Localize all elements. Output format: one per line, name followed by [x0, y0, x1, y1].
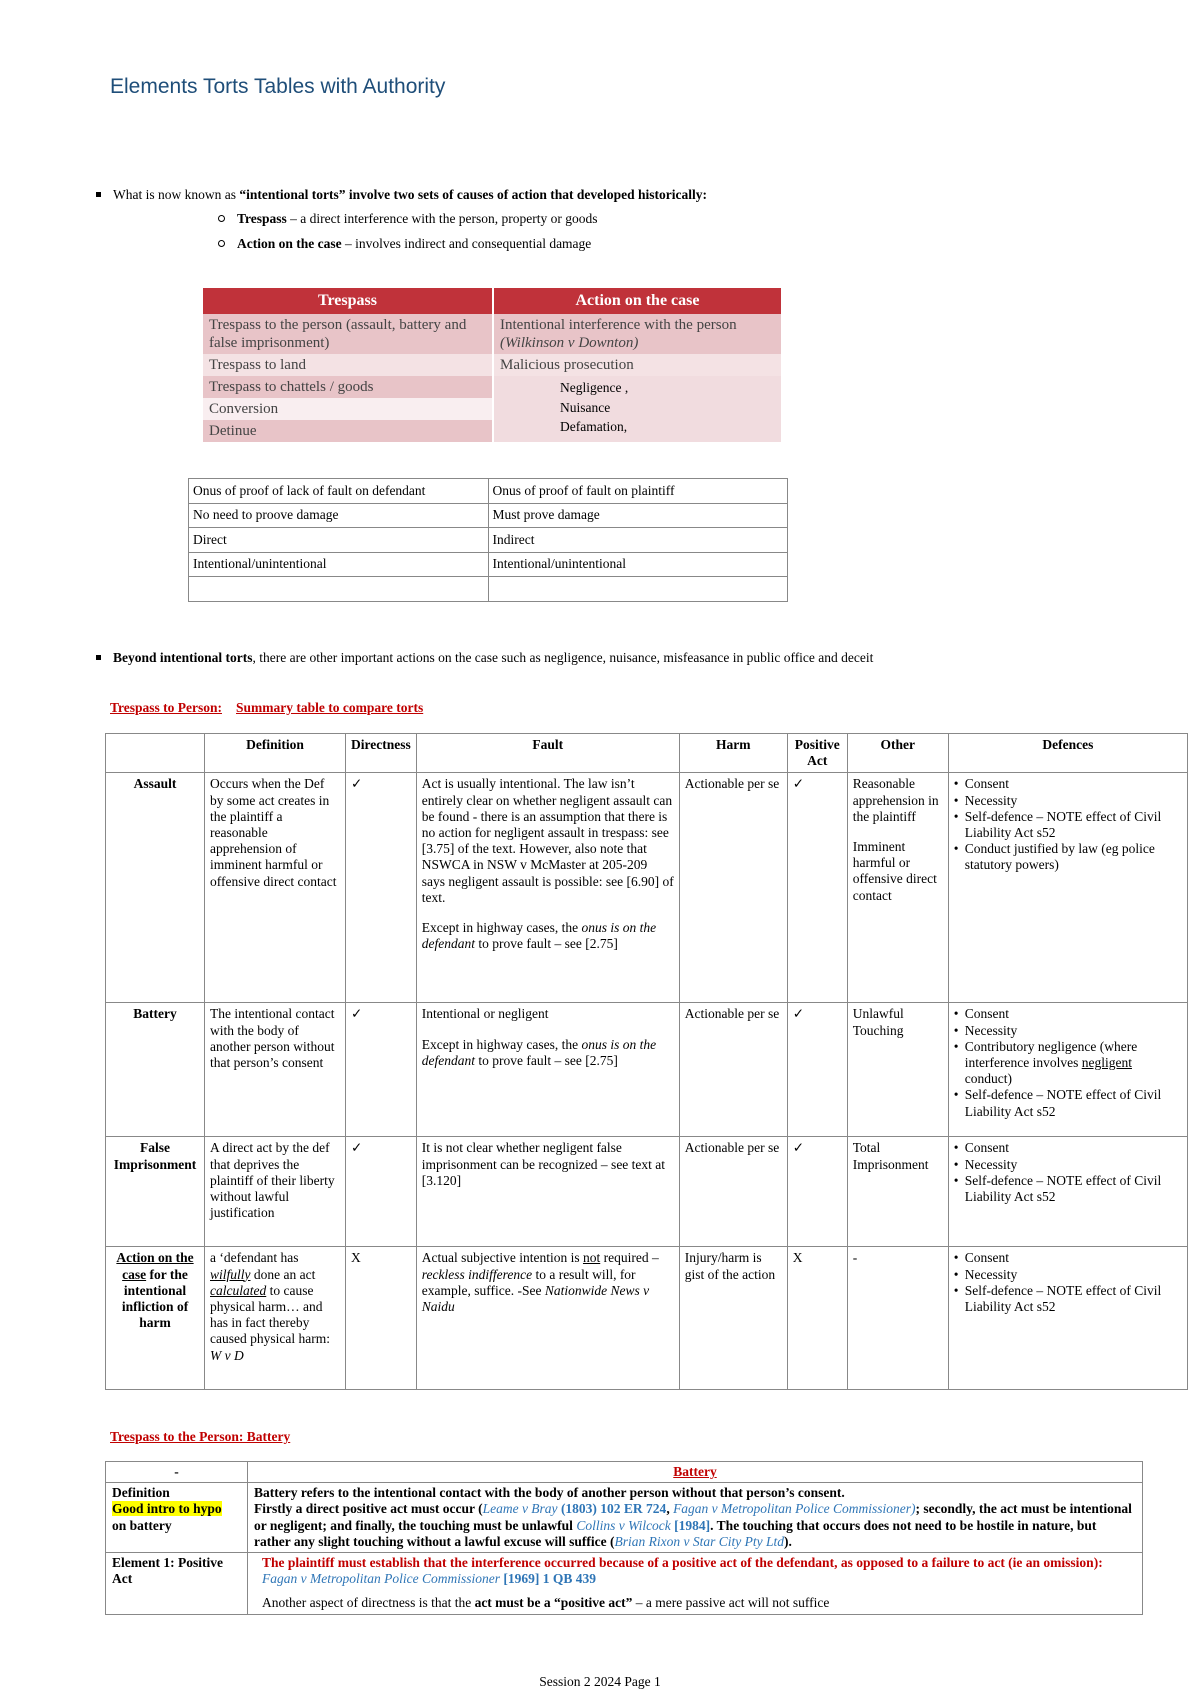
defences-list: • Consent • Necessity • Self-defence – NOTE effect of Civil Liability Act s52 [954, 1140, 1182, 1205]
page-footer: Session 2 2024 Page 1 [539, 1674, 661, 1689]
table-row: Trespass to land Malicious prosecution [203, 354, 782, 376]
intro-sub-trespass: Trespass – a direct interference with the person, property or goods [218, 211, 598, 227]
table-row: Trespass to the person (assault, battery and false imprisonment) Intentional interference with the person (Wilkinson v Downton) [203, 314, 782, 354]
table-row: Detinue [203, 420, 782, 442]
beyond-bullet: Beyond intentional torts, there are other important actions on the case such as negligence, nuisance, misfeasance in public office and deceit [96, 650, 873, 666]
table-row: Direct Indirect [189, 528, 788, 553]
intro-bullet: What is now known as “intentional torts” involve two sets of causes of action that developed historically: [96, 187, 707, 203]
table-row [189, 577, 788, 602]
square-bullet-icon [96, 192, 101, 197]
table-row: Trespass to chattels / goods Negligence , Nuisance Defamation, [203, 376, 782, 398]
table-header-row: - Battery [106, 1462, 1143, 1483]
square-bullet-icon [96, 655, 101, 660]
defences-list: • Consent • Necessity • Self-defence – NOTE effect of Civil Liability Act s52 • Conduct justified by law (eg police statutory powers) [954, 776, 1182, 873]
table-header-row: Definition Directness Fault Harm Positive Act Other Defences [106, 734, 1188, 773]
battery-heading: Trespass to the Person: Battery [110, 1429, 291, 1444]
header-trespass: Trespass [203, 288, 493, 314]
table-row: Battery The intentional contact with the body of another person without that person’s consent ✓ Intentional or negligent Except in highway cases, the onus is on the defendant to prove fault – see [2.75] Actionable per se ✓ Unlawful Touching • Consent • Necessity • Contributory negligence (where interference involves negligent conduct) • Self-defence – NOTE effect of Civil Liability Act s52 [106, 1003, 1188, 1137]
intro-sub-action-on-case: Action on the case – involves indirect and consequential damage [218, 236, 591, 252]
onus-comparison-table [188, 478, 788, 602]
header-action-on-case: Action on the case [493, 288, 782, 314]
page-title: Elements Torts Tables with Authority [110, 75, 446, 98]
circle-bullet-icon [218, 240, 225, 247]
table-row: Assault Occurs when the Def by some act creates in the plaintiff a reasonable apprehension of imminent harmful or offensive direct contact ✓ Act is usually intentional. The law isn’t entirely clear on whether negligent assault can be found - there is an assumption that there is no action for negligent assault in trespass: see [3.75] of the text. However, also note that NSWCA in NSW v McMaster at 205-209 says negligent assault is possible: see [6.90] of text. Except in highway cases, the onus is on the defendant to prove fault – see [2.75] Actionable per se ✓ Reasonable apprehension in the plaintiff Imminent harmful or offensive direct contact • Consent • Necessity • Self-defence – NOTE effect of Civil Liability Act s52 • Conduct justified by law (eg police statutory powers) [106, 773, 1188, 1003]
battery-table [105, 1461, 1143, 1615]
table-row: False Imprisonment A direct act by the def that deprives the plaintiff of their liberty without lawful justification ✓ It is not clear whether negligent false imprisonment can be recognized – see text at [3.120] Actionable per se ✓ Total Imprisonment • Consent • Necessity • Self-defence – NOTE effect of Civil Liability Act s52 [106, 1137, 1188, 1247]
table-row: Conversion [203, 398, 782, 420]
summary-heading: Trespass to Person: Summary table to compare torts [110, 700, 424, 715]
summary-table [105, 733, 1188, 1390]
table-row: Onus of proof of lack of fault on defendant Onus of proof of fault on plaintiff [189, 479, 788, 504]
trespass-vs-case-table [203, 288, 783, 442]
case-actions-list: Negligence , Nuisance Defamation, [560, 380, 629, 435]
table-row: Action on the case for the intentional infliction of harm a ‘defendant has wilfully done an act calculated to cause physical harm… and has in fact thereby caused physical harm: W v D X Actual subjective intention is not required – reckless indifference to a result will, for example, suffice. -See Nationwide News v Naidu Injury/harm is gist of the action X - • Consent • Necessity • Self-defence – NOTE effect of Civil Liability Act s52 [106, 1247, 1188, 1390]
table-row: Element 1: Positive Act The plaintiff must establish that the interference occurred because of a positive act of the defendant, as opposed to a failure to act (ie an omission): Fagan v Metropolitan Police Commissioner [1969] 1 QB 439 Another aspect of directness is that the act must be a “positive act” – a mere passive act will not suffice [106, 1552, 1143, 1614]
defences-list: • Consent • Necessity • Self-defence – NOTE effect of Civil Liability Act s52 [954, 1250, 1182, 1315]
circle-bullet-icon [218, 215, 225, 222]
defences-list: • Consent • Necessity • Contributory negligence (where interference involves negligent conduct) • Self-defence – NOTE effect of Civil Liability Act s52 [954, 1006, 1182, 1119]
table-row: Definition Good intro to hypo on battery Battery refers to the intentional contact with the body of another person without that person’s consent. Firstly a direct positive act must occur (Leame v Bray (1803) 102 ER 724, Fagan v Metropolitan Police Commissioner); secondly, the act must be intentional or negligent; and finally, the touching must be unlawful Collins v Wilcock [1984]. The touching that occurs does not need to be hostile in nature, but rather any slight touching without a lawful excuse will suffice (Brian Rixon v Star City Pty Ltd). [106, 1483, 1143, 1553]
table-row: Intentional/unintentional Intentional/unintentional [189, 552, 788, 577]
table-row: No need to proove damage Must prove damage [189, 503, 788, 528]
